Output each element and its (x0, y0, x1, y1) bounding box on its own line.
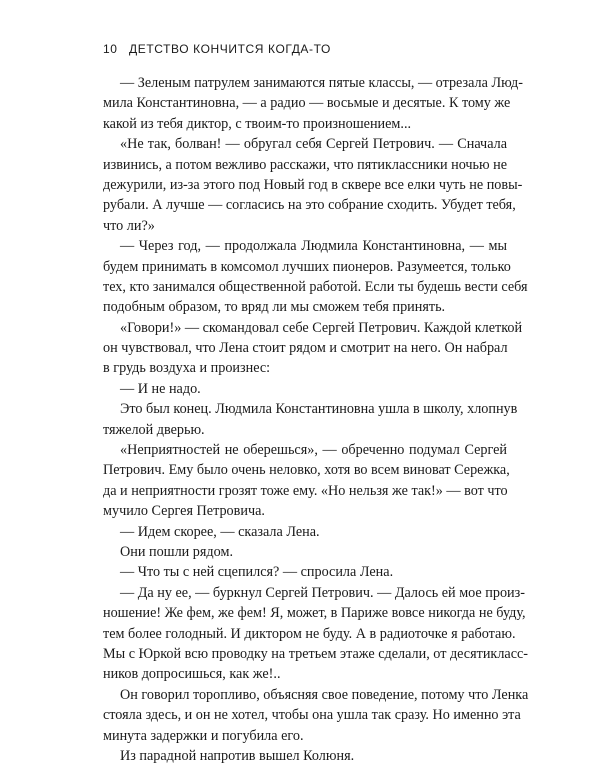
text-line: — Зеленым патрулем занимаются пятые классы, — отрезала Люд- (120, 75, 523, 91)
text-line: — Идем скорее, — сказала Лена. (120, 523, 320, 540)
text-line: тем более голодный. И диктором не буду. А в радиоточке я работаю. (103, 625, 516, 642)
text-line: Он говорил торопливо, объясняя свое поведение, потому что Ленка (120, 686, 529, 703)
text-line: — Да ну ее, — буркнул Сергей Петрович. — Далось ей мое произ- (120, 584, 525, 601)
text-line: — Что ты с ней сцепился? — спросила Лена. (120, 564, 394, 581)
text-line: тяжелой дверью. (103, 421, 205, 438)
text-line: стояла здесь, и он не хотел, чтобы она ушла так сразу. Но именно эта (103, 707, 521, 724)
text-line: подобным образом, то вряд ли мы сможем тебя принять. (103, 299, 446, 316)
text-line: Это был конец. Людмила Константиновна ушла в школу, хлопнув (120, 401, 518, 418)
text-line: «Неприятностей не оберешься», — обреченно подумал Сергей (120, 442, 507, 459)
page-number: 10 (103, 42, 118, 56)
running-head (103, 40, 523, 58)
text-line: — И не надо. (120, 380, 201, 397)
text-line: Из парадной напротив вышел Колюня. (120, 747, 355, 764)
text-line: будем принимать в комсомол лучших пионеров. Разумеется, только (103, 258, 511, 275)
text-line: рубали. А лучше — согласись на это собрание сходить. Убудет тебя, (103, 197, 516, 214)
text-line: «Говори!» — скомандовал себе Сергей Петрович. Каждой клеткой (120, 319, 523, 336)
text-line: мила Константиновна, — а радио — восьмые и десятые. К тому же (103, 95, 511, 112)
text-line: да и неприятности грозят тоже ему. «Но нельзя же так!» — вот что (103, 482, 508, 499)
text-line: что ли?» (103, 217, 155, 234)
text-line: какой из тебя диктор, с твоим-то произношением... (103, 115, 412, 132)
text-line: Они пошли рядом. (120, 543, 233, 560)
text-line: Петрович. Ему было очень неловко, хотя во всем виноват Сережка, (103, 462, 510, 479)
text-line: ношение! Же фем, же фем! Я, может, в Париже вовсе никогда не буду, (103, 605, 526, 622)
text-line: «Не так, болван! — обругал себя Сергей Петрович. — Сначала (120, 136, 507, 153)
text-line: извинись, а потом вежливо расскажи, что пятиклассники ночью не (103, 156, 508, 173)
text-line: дежурили, из-за этого под Новый год в сквере все елки чуть не повы- (103, 176, 523, 193)
text-line: ников допросишься, как же!.. (103, 666, 281, 683)
chapter-title: ДЕТСТВО КОНЧИТСЯ КОГДА-ТО (129, 42, 331, 56)
text-line: минута задержки и погубила его. (103, 727, 304, 744)
body-text (103, 73, 529, 766)
text-line: мучило Сергея Петровича. (103, 503, 265, 520)
text-line: в грудь воздуха и произнес: (103, 360, 271, 377)
text-line: Мы с Юркой всю проводку на третьем этаже сделали, от десятикласс- (103, 645, 529, 662)
text-line: — Через год, — продолжала Людмила Константиновна, — мы (120, 238, 507, 255)
text-line: тех, кто занимался общественной работой. Если ты будешь вести себя (103, 278, 528, 295)
text-line: он чувствовал, что Лена стоит рядом и смотрит на него. Он набрал (103, 340, 508, 357)
